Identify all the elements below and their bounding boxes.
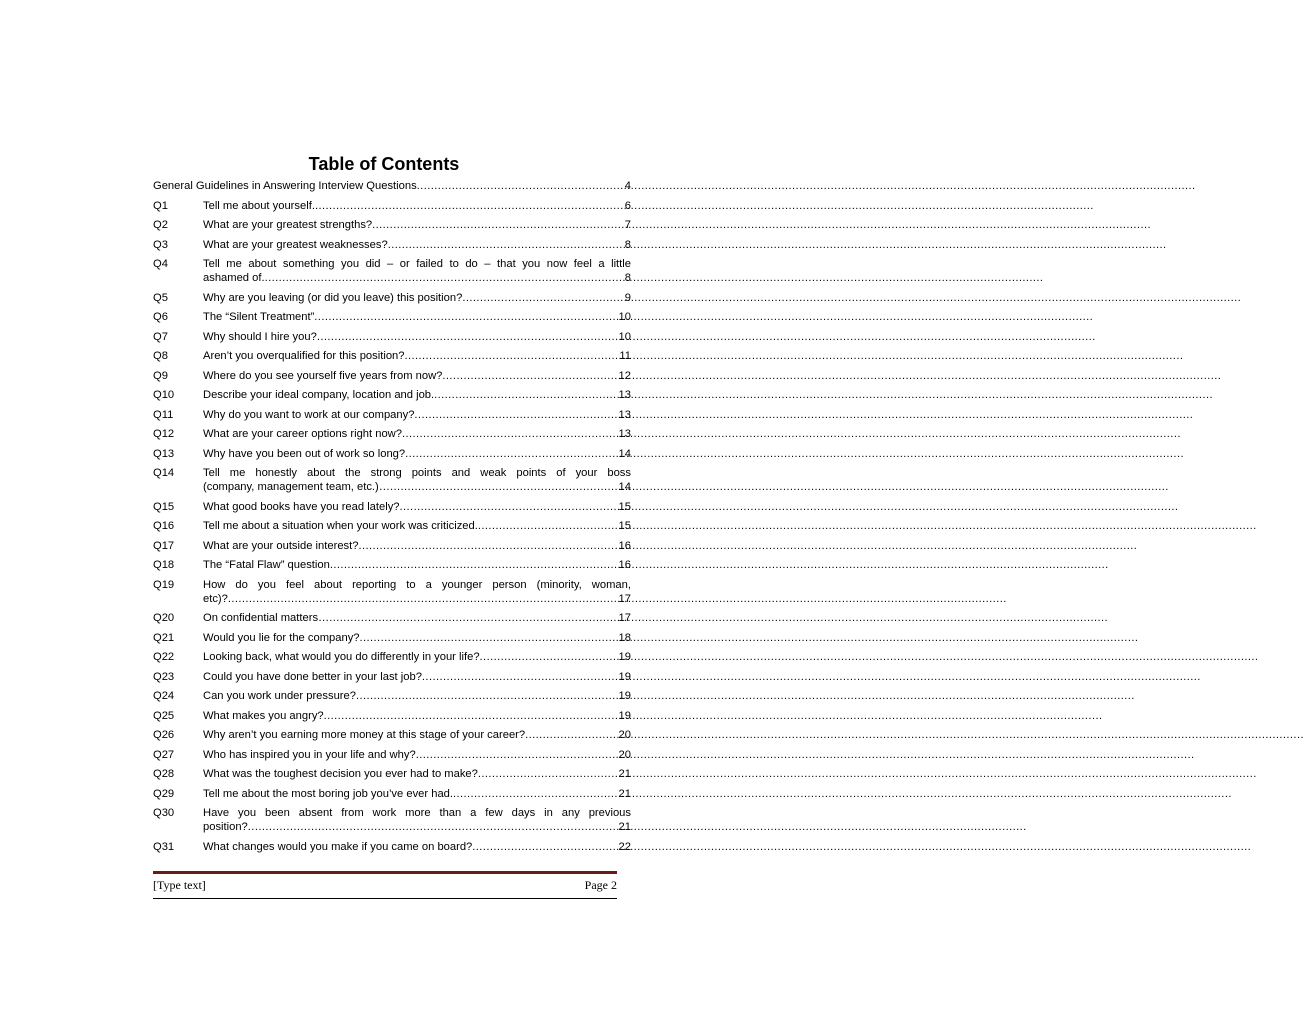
dot-leader: [416, 748, 618, 762]
dot-leader: [329, 611, 617, 625]
toc-entry[interactable]: [153, 611, 631, 625]
toc-entry-general[interactable]: [153, 179, 631, 193]
toc-entry-text: What are your outside interest?: [203, 539, 359, 552]
toc-entry-text: Why should I hire you?: [203, 330, 317, 343]
dot-leader: [315, 199, 624, 213]
footer-rule-bottom: [153, 898, 617, 899]
toc-entry[interactable]: [153, 291, 631, 305]
toc-entry[interactable]: [153, 330, 631, 344]
toc-entry-text: position?: [203, 821, 248, 833]
toc-entry-text: Tell me about yourself.: [203, 199, 315, 212]
dot-leader: [360, 631, 618, 645]
toc-entry-text: The “Fatal Flaw” question: [203, 559, 330, 571]
footer-page-number: Page 2: [584, 878, 617, 892]
toc-entry-text: What good books have you read lately?: [203, 500, 400, 513]
dot-leader: [358, 539, 617, 553]
dot-leader: [434, 388, 617, 402]
dot-leader: [330, 558, 618, 572]
table-of-contents: [153, 179, 631, 859]
toc-entry-number: Q8: [153, 350, 168, 362]
toc-entry[interactable]: [153, 748, 631, 762]
toc-entry-page: 19: [618, 651, 631, 663]
toc-entry[interactable]: [153, 388, 631, 402]
dot-leader: [525, 728, 617, 742]
toc-entry-number: Q3: [153, 238, 168, 251]
toc-entry-number: Q21: [153, 631, 175, 644]
toc-entry-text: What are your career options right now?: [203, 428, 402, 440]
toc-entry-number: Q2: [153, 219, 168, 231]
toc-entry-text: Who has inspired you in your life and why?: [203, 748, 416, 761]
toc-title: Table of Contents: [308, 154, 460, 174]
toc-entry-text: Describe your ideal company, location and job.: [203, 389, 435, 401]
dot-leader: [414, 408, 617, 422]
dot-leader: [388, 238, 624, 252]
toc-entry-page: 6: [624, 199, 631, 212]
toc-entry[interactable]: [153, 500, 631, 514]
dot-leader: [400, 500, 618, 514]
toc-entry[interactable]: [153, 238, 631, 252]
toc-entry-number: Q20: [153, 612, 175, 624]
toc-entry-page: 13: [618, 389, 631, 401]
dot-leader: [480, 650, 618, 664]
toc-entry-number: Q9: [153, 369, 168, 382]
dot-leader: [422, 670, 618, 684]
toc-entry-text: What changes would you make if you came on board?: [203, 840, 473, 853]
toc-entry-text: Tell me about something you did – or failed to do – that you now feel a little: [203, 258, 631, 270]
toc-entry[interactable]: [153, 806, 631, 834]
toc-entry-text: On confidential matters…: [203, 612, 330, 624]
toc-entry-text: Tell me about the most boring job you’ve ever had.: [203, 787, 453, 800]
toc-entry-page: 8: [624, 272, 631, 284]
toc-entry-number: Q14: [153, 467, 175, 479]
dot-leader: [478, 519, 618, 533]
toc-entry-text: Have you been absent from work more than a few days in any previous: [203, 807, 631, 819]
toc-entry-page: 13: [618, 428, 631, 440]
toc-entry-text: Why do you want to work at our company?: [203, 408, 415, 421]
toc-entry-number: Q4: [153, 258, 168, 270]
toc-entry-page: 16: [618, 539, 631, 552]
dot-leader: [405, 349, 619, 363]
dot-leader: [390, 480, 618, 494]
toc-entry-number: Q30: [153, 807, 175, 819]
toc-entry-page: 9: [624, 291, 631, 304]
toc-entry-text: Why have you been out of work so long?: [203, 447, 406, 460]
toc-entry-page: 10: [618, 330, 631, 343]
toc-entry-text: Why aren’t you earning more money at this stage of your career?: [203, 729, 526, 741]
toc-entry-text: etc)?: [203, 592, 228, 605]
toc-entry[interactable]: [153, 466, 631, 494]
dot-leader: [324, 709, 618, 723]
toc-entry-page: 20: [618, 748, 631, 761]
dot-leader: [356, 689, 618, 703]
toc-entry[interactable]: [153, 650, 631, 664]
toc-entry[interactable]: [153, 199, 631, 213]
toc-entry-page: 15: [618, 500, 631, 513]
toc-entry-number: Q18: [153, 559, 175, 571]
dot-leader: [317, 330, 618, 344]
toc-entry[interactable]: [153, 427, 631, 441]
toc-entry-number: Q5: [153, 291, 168, 304]
toc-entry-page: 10: [618, 311, 631, 323]
dot-leader: [405, 447, 617, 461]
toc-entry-text: (company, management team, etc.)…: [203, 481, 390, 493]
toc-entry-number: Q31: [153, 840, 175, 853]
toc-entry[interactable]: [153, 709, 631, 723]
toc-entry-page: 20: [618, 729, 631, 741]
toc-entry-number: Q22: [153, 651, 175, 663]
dot-leader: [417, 179, 624, 193]
footer-left-text: [Type text]: [153, 878, 206, 892]
toc-entry-page: 14: [618, 447, 631, 460]
toc-entry-number: Q6: [153, 311, 168, 323]
dot-leader: [314, 310, 617, 324]
toc-entry[interactable]: [153, 310, 631, 324]
toc-entry[interactable]: [153, 631, 631, 645]
dot-leader: [462, 291, 623, 305]
toc-entry[interactable]: [153, 408, 631, 422]
toc-entry-number: Q10: [153, 389, 175, 401]
toc-entry[interactable]: [153, 558, 631, 572]
toc-entry[interactable]: [153, 539, 631, 553]
toc-entry[interactable]: [153, 840, 631, 854]
toc-entry-text: Looking back, what would you do differently in your life?: [203, 651, 480, 663]
toc-entry-page: 19: [618, 709, 631, 722]
toc-entry[interactable]: [153, 519, 631, 533]
toc-entry[interactable]: [153, 728, 631, 742]
toc-entry[interactable]: [153, 369, 631, 383]
toc-entry-page: 12: [618, 369, 631, 382]
toc-entry-text: Can you work under pressure?: [203, 690, 356, 702]
toc-entry-number: Q19: [153, 578, 175, 591]
toc-entry-text: The “Silent Treatment”: [203, 311, 315, 323]
toc-entry-number: Q17: [153, 539, 175, 552]
toc-entry-text: What makes you angry?: [203, 709, 324, 722]
toc-entry-text: What are your greatest weaknesses?: [203, 238, 388, 251]
toc-entry-number: Q23: [153, 670, 175, 683]
toc-entry[interactable]: [153, 689, 631, 703]
toc-entry[interactable]: [153, 578, 631, 606]
toc-entry-number: Q13: [153, 447, 175, 460]
toc-entry-page: 16: [618, 559, 631, 571]
toc-entry-text: Aren’t you overqualified for this position?: [203, 350, 405, 362]
toc-entry-text: Tell me about a situation when your work was criticized.: [203, 520, 478, 532]
toc-entry-text: Tell me honestly about the strong points and weak points of your boss: [203, 467, 631, 479]
toc-entry-page: 4: [624, 180, 631, 192]
toc-entry-text: General Guidelines in Answering Interview Questions: [153, 180, 417, 192]
toc-entry[interactable]: [153, 218, 631, 232]
toc-entry-number: Q28: [153, 768, 175, 780]
toc-entry-number: Q1: [153, 199, 168, 212]
toc-entry-page: 17: [618, 592, 631, 605]
dot-leader: [453, 787, 618, 801]
toc-entry-page: 21: [618, 768, 631, 780]
dot-leader: [228, 592, 618, 606]
toc-entry[interactable]: [153, 257, 631, 285]
toc-entry-text: Would you lie for the company?: [203, 631, 360, 644]
toc-entry-number: Q27: [153, 748, 175, 761]
toc-entry-text: Could you have done better in your last job?: [203, 670, 422, 683]
dot-leader: [248, 820, 618, 834]
toc-entry-page: 19: [618, 690, 631, 702]
dot-leader: [402, 427, 618, 441]
toc-entry-page: 15: [618, 520, 631, 532]
toc-entry-page: 18: [618, 631, 631, 644]
toc-entry-page: 21: [618, 787, 631, 800]
toc-entry-number: Q26: [153, 729, 175, 741]
toc-entry-text: ashamed of.: [203, 272, 265, 284]
toc-entry-number: Q11: [153, 408, 174, 421]
toc-entry-page: 8: [624, 238, 631, 251]
toc-entry-page: 14: [618, 481, 631, 493]
footer-rule-top: [153, 871, 617, 874]
toc-entry-number: Q25: [153, 709, 175, 722]
dot-leader: [442, 369, 617, 383]
toc-entry[interactable]: [153, 447, 631, 461]
toc-entry-number: Q7: [153, 330, 168, 343]
toc-entry[interactable]: [153, 349, 631, 363]
toc-entry[interactable]: [153, 670, 631, 684]
toc-entry-number: Q12: [153, 428, 175, 440]
toc-entry-page: 17: [618, 612, 631, 624]
toc-entry[interactable]: [153, 767, 631, 781]
toc-entry-text: Where do you see yourself five years from now?: [203, 369, 443, 382]
toc-entry-number: Q15: [153, 500, 175, 513]
toc-entry-text: What are your greatest strengths?: [203, 219, 373, 231]
toc-entry-page: 22: [618, 840, 631, 853]
dot-leader: [472, 840, 617, 854]
toc-entry-page: 13: [618, 408, 631, 421]
dot-leader: [372, 218, 624, 232]
toc-entries: [153, 199, 631, 854]
toc-entry-number: Q29: [153, 787, 175, 800]
toc-entry-text: Why are you leaving (or did you leave) this position?: [203, 291, 463, 304]
toc-entry-page: 7: [624, 219, 631, 231]
toc-entry-page: 19: [618, 670, 631, 683]
dot-leader: [478, 767, 618, 781]
toc-entry-page: 21: [618, 821, 631, 833]
toc-entry-text: What was the toughest decision you ever had to make?: [203, 768, 478, 780]
toc-entry-number: Q24: [153, 690, 175, 702]
toc-entry-text: How do you feel about reporting to a younger person (minority, woman,: [203, 578, 631, 591]
dot-leader: [265, 271, 624, 285]
toc-entry[interactable]: [153, 787, 631, 801]
toc-entry-number: Q16: [153, 520, 175, 532]
toc-entry-page: 11: [619, 350, 631, 362]
